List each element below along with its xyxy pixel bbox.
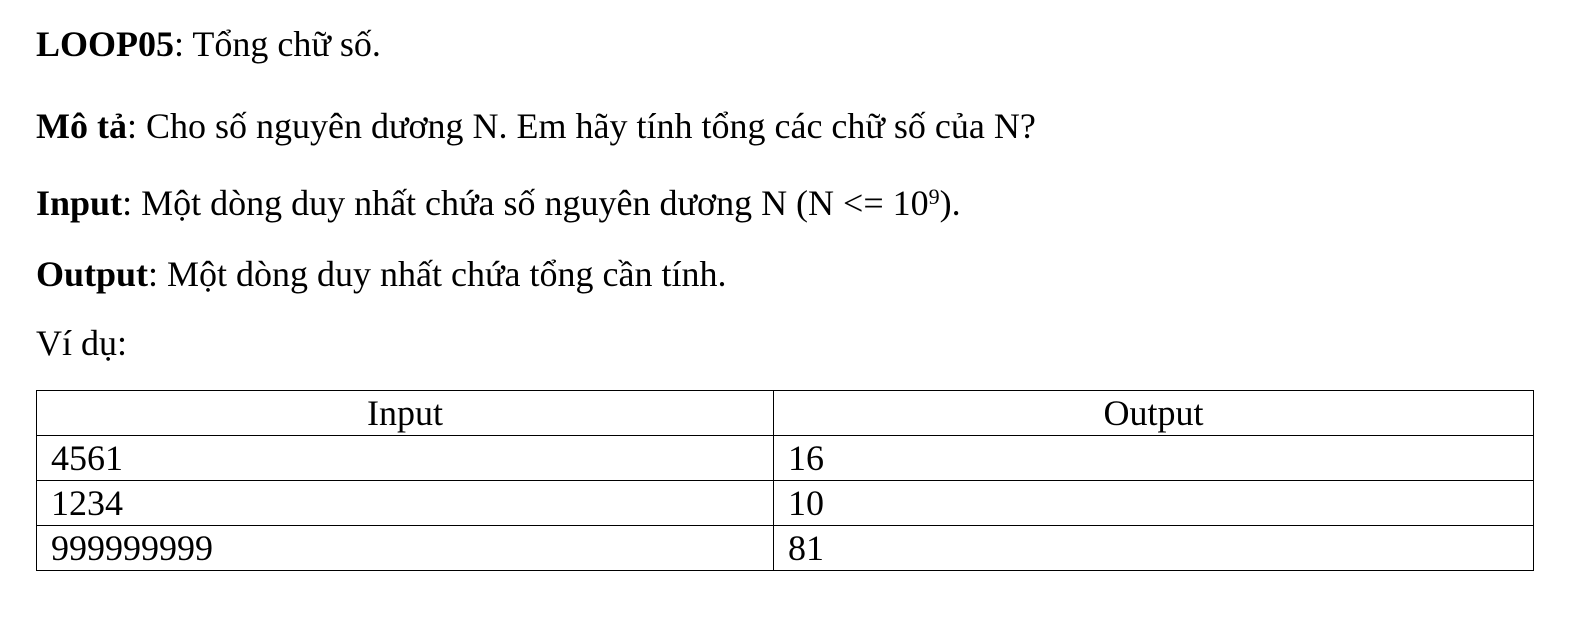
output-spec-line — [36, 252, 726, 296]
input-exponent: 9 — [928, 184, 940, 209]
output-label: Output — [36, 254, 149, 294]
table-cell-output: 81 — [774, 526, 1534, 571]
table-cell-input: 1234 — [37, 481, 774, 526]
table-header-input: Input — [37, 391, 774, 436]
table-row — [37, 481, 1534, 526]
table-cell-input: 4561 — [37, 436, 774, 481]
input-spec-line — [36, 181, 961, 225]
problem-code: LOOP05 — [36, 24, 175, 64]
output-text: : Một dòng duy nhất chứa tổng cần tính. — [148, 254, 727, 294]
table-header-row — [37, 391, 1534, 436]
input-suffix: ). — [939, 183, 961, 223]
table-row — [37, 436, 1534, 481]
table-header-output: Output — [774, 391, 1534, 436]
problem-title-text: : Tổng chữ số. — [174, 24, 381, 64]
input-label: Input — [36, 183, 123, 223]
table-cell-input: 999999999 — [37, 526, 774, 571]
input-text: : Một dòng duy nhất chứa số nguyên dương N (N <= 10 — [122, 183, 929, 223]
examples-table — [36, 390, 1534, 571]
table-cell-output: 16 — [774, 436, 1534, 481]
description-line — [36, 104, 1036, 148]
description-label: Mô tả — [36, 106, 127, 146]
description-text: : Cho số nguyên dương N. Em hãy tính tổng các chữ số của N? — [126, 106, 1036, 146]
table-row — [37, 526, 1534, 571]
table-cell-output: 10 — [774, 481, 1534, 526]
example-label: Ví dụ: — [36, 323, 128, 363]
problem-title — [36, 22, 381, 66]
